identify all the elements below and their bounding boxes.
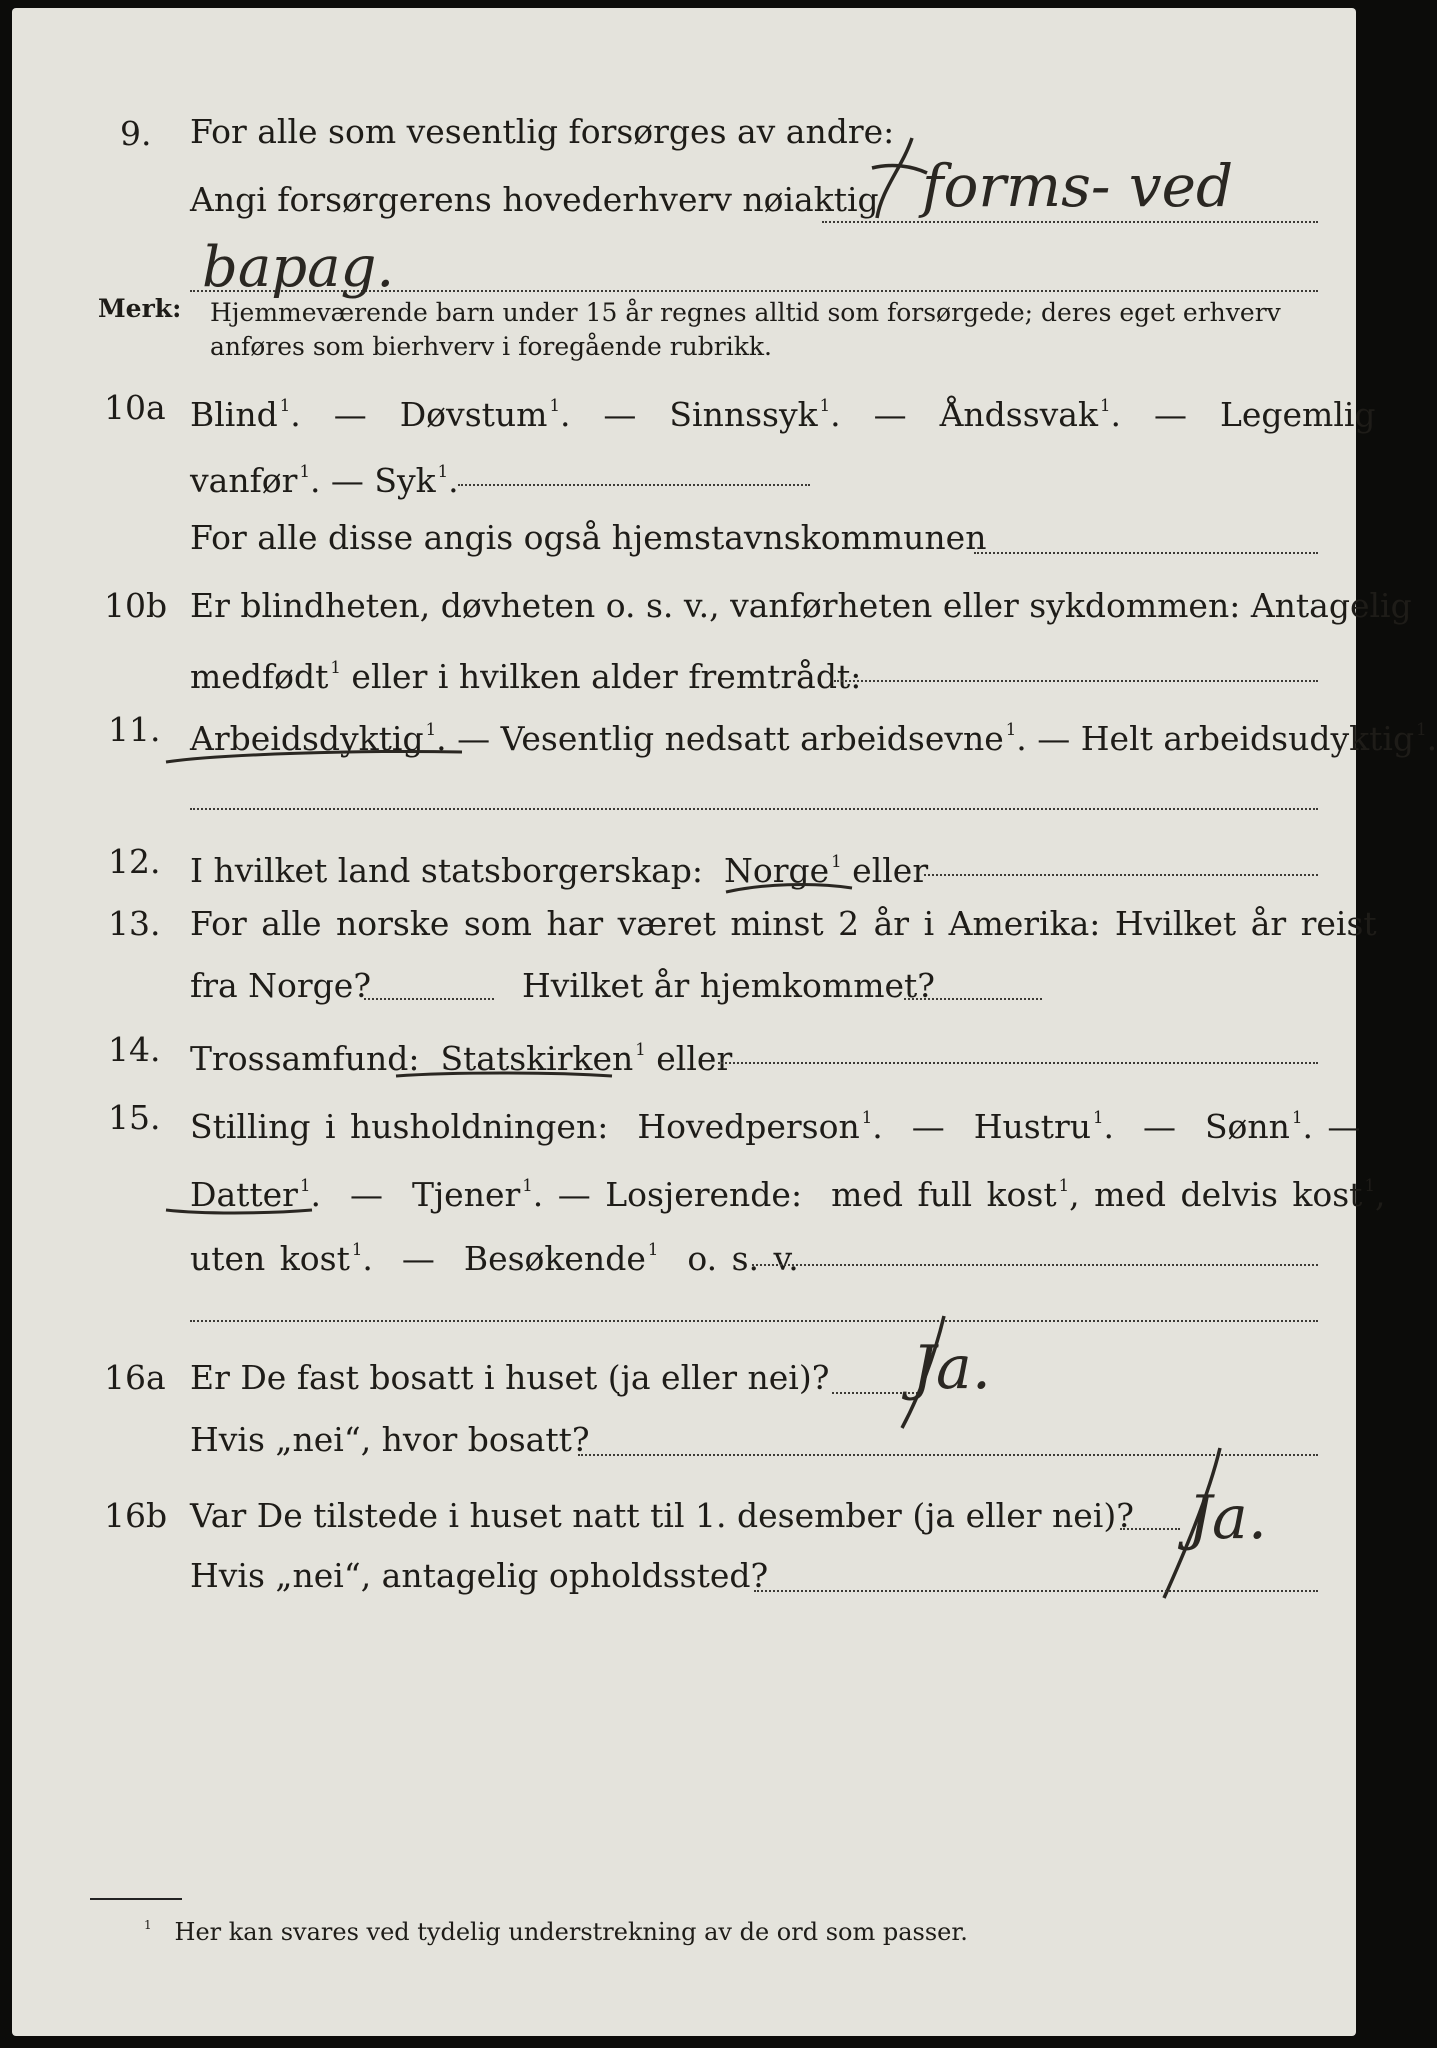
q10a-line1: Blind $^1$. — Døvstum $^1$. — Sinnssyk $^1$. — Åndssvak $^1$. — Legemlig xyxy=(190,394,1376,434)
q10a-number: 10a xyxy=(104,388,166,427)
q10b-line2: medfødt $^1$ eller i hvilken alder fremtrådt: xyxy=(190,656,862,696)
q12-answer-line xyxy=(924,874,1318,876)
q15-answer-line-2 xyxy=(190,1320,1318,1322)
q10a-syk-line xyxy=(458,484,810,486)
q14-answer-line xyxy=(718,1062,1318,1064)
q16a-number: 16a xyxy=(104,1358,166,1397)
q10a-line3: For alle disse angis også hjemstavnskommunen xyxy=(190,518,987,557)
q15-underline-mark xyxy=(162,1198,322,1228)
q12-underline-mark xyxy=(722,876,862,906)
footnote xyxy=(142,1918,968,1946)
q16a-handwriting xyxy=(882,1308,1082,1438)
merk-text-1: Hjemmeværende barn under 15 år regnes alltid som forsørgede; deres eget erhverv xyxy=(210,298,1281,327)
q16a-line1: Er De fast bosatt i huset (ja eller nei)? xyxy=(190,1358,830,1397)
q10b-line1: Er blindheten, døvheten o. s. v., vanførheten eller sykdommen: Antagelig xyxy=(190,586,1412,625)
q11-underline-mark xyxy=(162,742,482,772)
q11-line: Arbeidsdyktig $^1$. — Vesentlig nedsatt arbeidsevne $^1$. — Helt arbeidsudyktig $^1$. xyxy=(190,718,1437,758)
q15-line1: Stilling i husholdningen: Hovedperson $^1$. — Hustru $^1$. — Sønn $^1$. — xyxy=(190,1106,1361,1146)
q13-year-left-line xyxy=(364,998,494,1000)
q10b-answer-line xyxy=(834,680,1318,682)
merk-label: Merk: xyxy=(98,294,182,323)
q13-number: 13. xyxy=(108,904,161,943)
q11-answer-line xyxy=(190,808,1318,810)
q15-line3: uten kost $^1$. — Besøkende $^1$ o. s. v. xyxy=(190,1238,799,1278)
q9-number: 9. xyxy=(120,114,152,153)
census-form-page xyxy=(12,8,1437,2036)
q9-line2: Angi forsørgerens hovederhverv nøiaktig xyxy=(190,180,879,219)
footnote-mark: 1 xyxy=(144,1918,152,1933)
svg-text:forms- ved: forms- ved xyxy=(922,152,1234,220)
q15-answer-line xyxy=(752,1264,1318,1266)
q16a-line2: Hvis „nei“, hvor bosatt? xyxy=(190,1420,590,1459)
q10a-hjemstavn-line xyxy=(974,552,1318,554)
q16b-handwriting xyxy=(1142,1438,1362,1608)
q13-year-home-line xyxy=(904,998,1042,1000)
footnote-rule xyxy=(90,1898,182,1900)
q15-line2: Datter $^1$. — Tjener $^1$. — Losjerende: med full kost $^1$, med delvis kost $^1$, xyxy=(190,1174,1386,1214)
q9-handwriting-1 xyxy=(832,128,1352,228)
q9-line1: For alle som vesentlig forsørges av andre: xyxy=(190,112,895,151)
svg-text:Ja.: Ja. xyxy=(1188,1483,1267,1553)
q14-line: Trossamfund: Statskirken $^1$ eller xyxy=(190,1038,733,1078)
q16b-number: 16b xyxy=(104,1496,168,1535)
q12-line: I hvilket land statsborgerskap: Norge $^1$ eller xyxy=(190,850,929,890)
q15-number: 15. xyxy=(108,1098,161,1137)
q13-line1: For alle norske som har været minst 2 år i Amerika: Hvilket år reist xyxy=(190,904,1377,943)
q14-number: 14. xyxy=(108,1030,161,1069)
q16b-opholdssted-line xyxy=(754,1590,1318,1592)
q16b-line2: Hvis „nei“, antagelig opholdssted? xyxy=(190,1556,769,1595)
q10b-number: 10b xyxy=(104,586,168,625)
q13-line2b: Hvilket år hjemkommet? xyxy=(522,966,935,1005)
svg-text:Ja.: Ja. xyxy=(912,1333,991,1403)
q11-number: 11. xyxy=(108,710,161,749)
q12-number: 12. xyxy=(108,842,161,881)
q10a-line2: vanfør $^1$. — Syk $^1$. xyxy=(190,460,459,500)
q16b-line1: Var De tilstede i huset natt til 1. desember (ja eller nei)? xyxy=(190,1496,1134,1535)
q13-line2a: fra Norge? xyxy=(190,966,372,1005)
q14-underline-mark xyxy=(392,1062,622,1092)
merk-text-2: anføres som bierhverv i foregående rubrikk. xyxy=(210,332,772,361)
svg-text:bapag.: bapag. xyxy=(202,235,395,300)
footnote-text: Her kan svares ved tydelig understrekning av de ord som passer. xyxy=(174,1918,968,1946)
